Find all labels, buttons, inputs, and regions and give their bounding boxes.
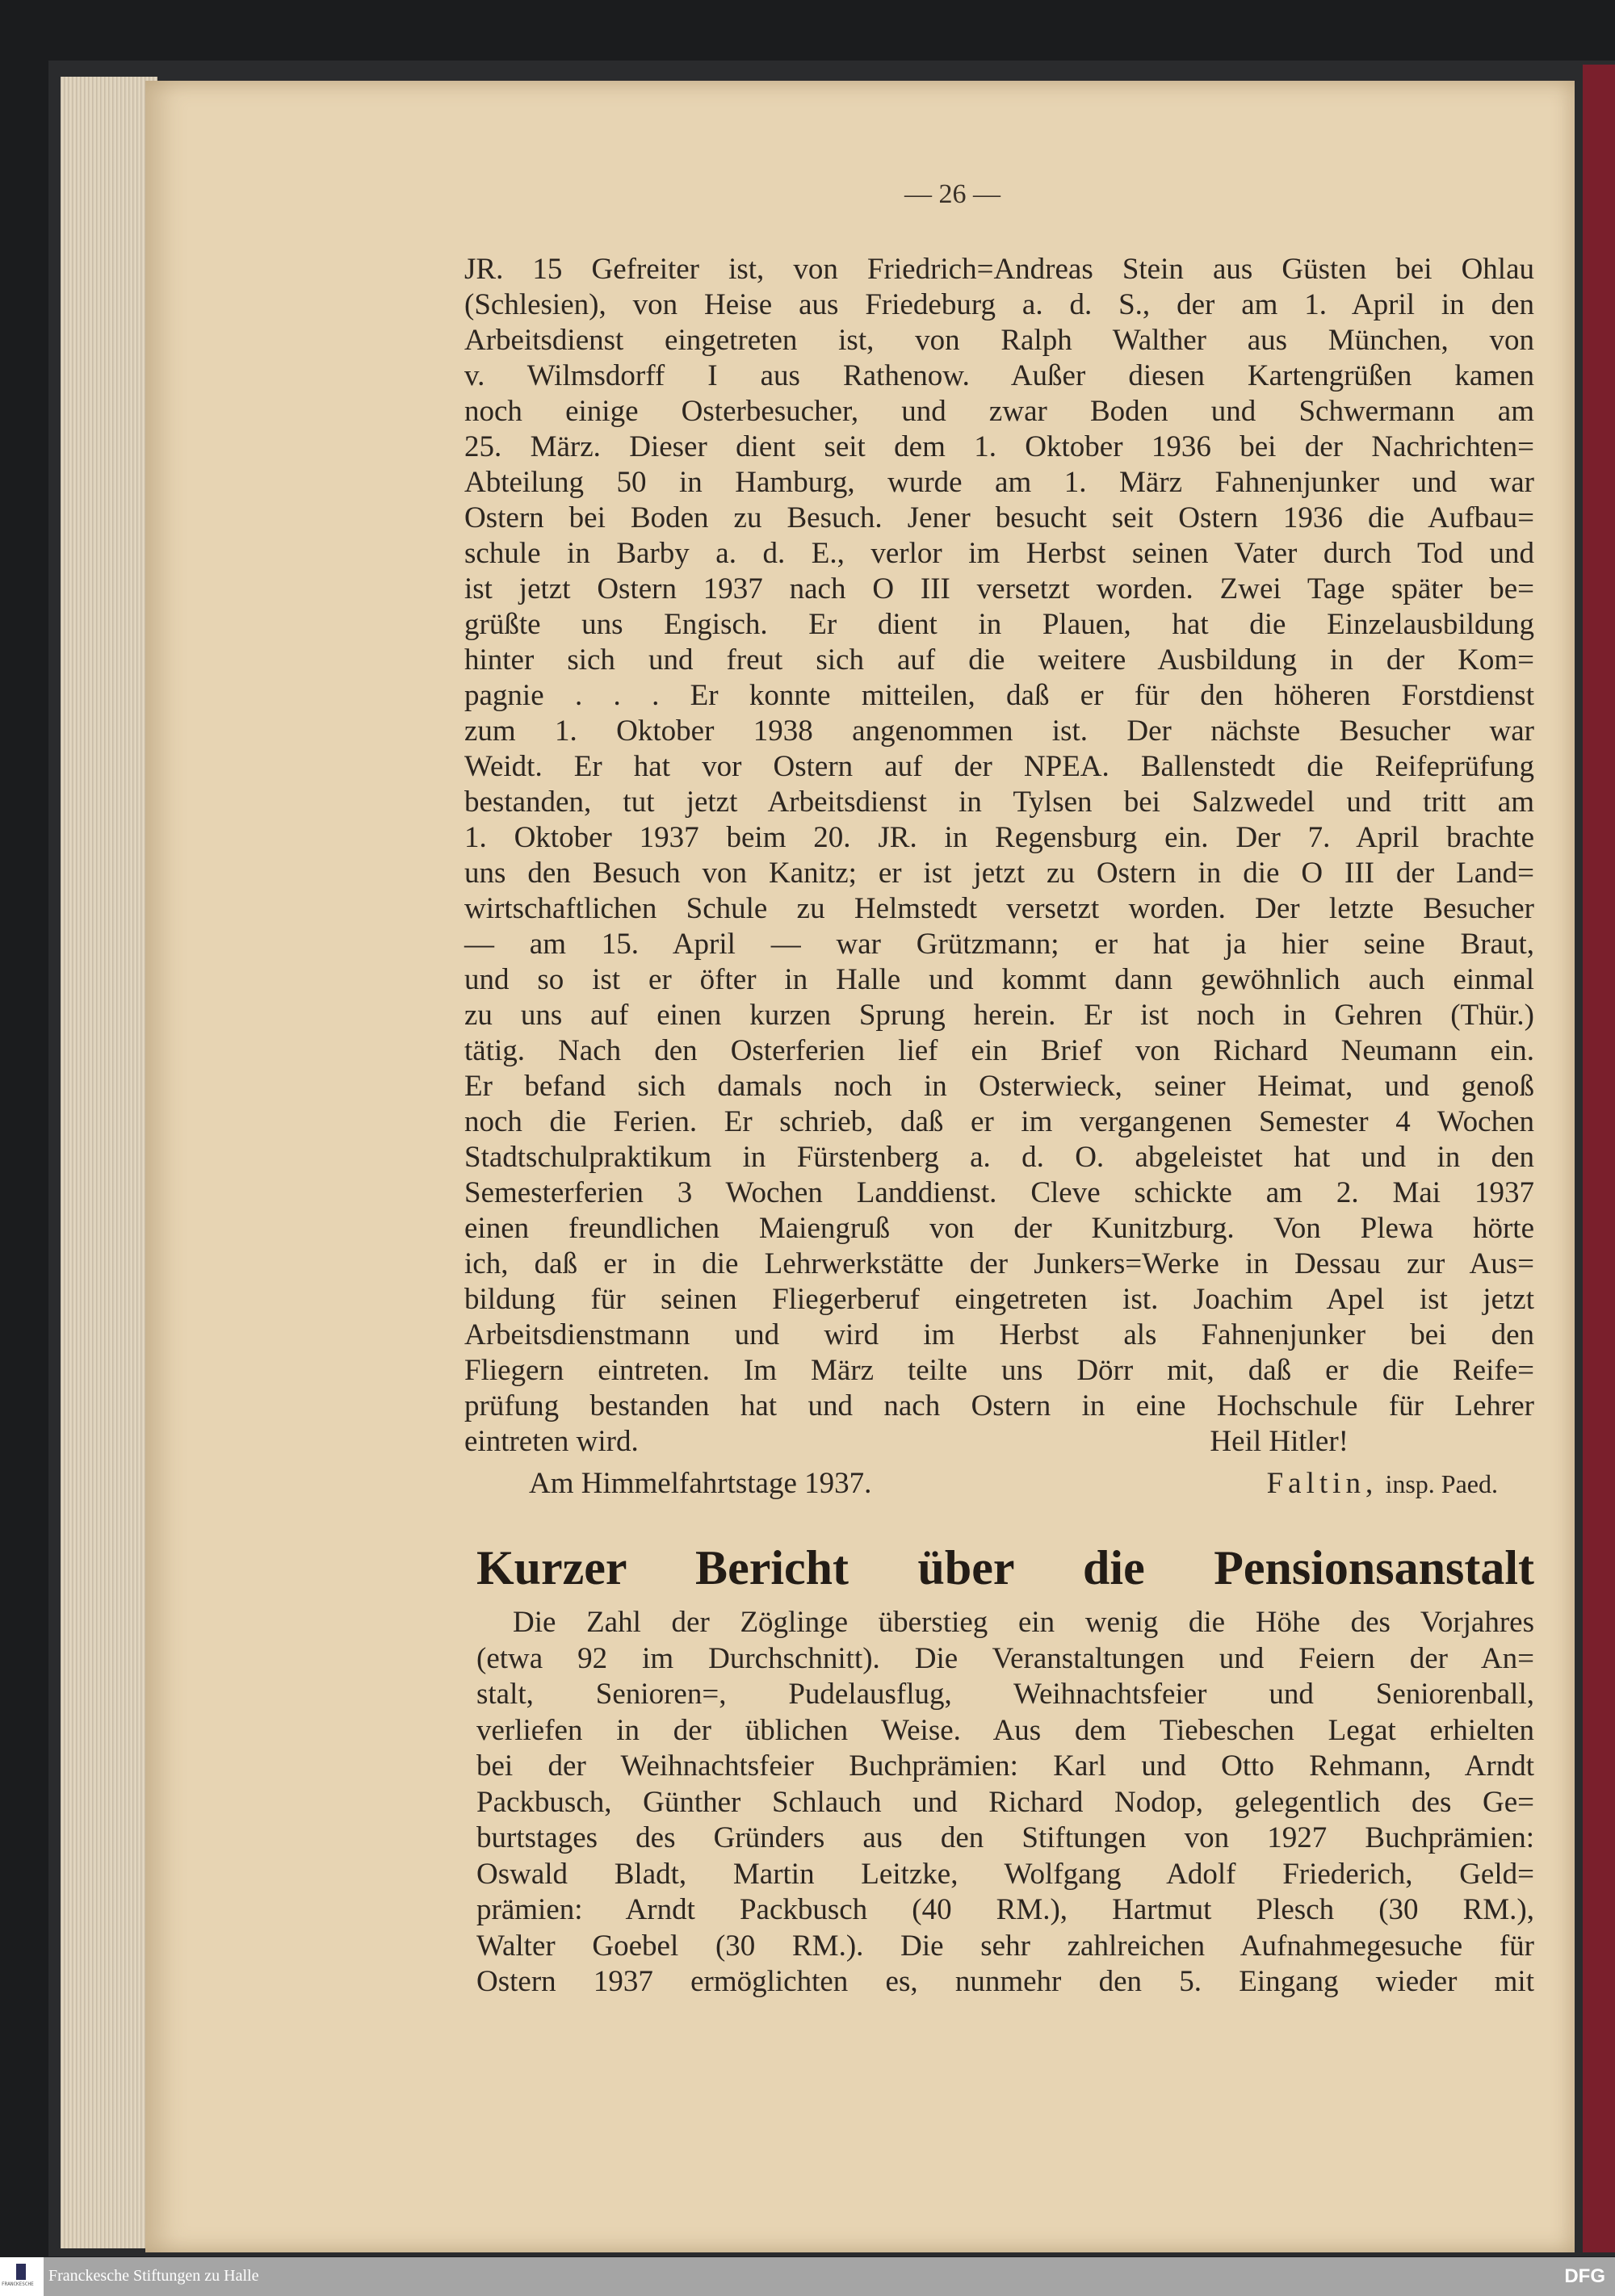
- text-line: bestanden, tut jetzt Arbeitsdienst in Tylsen bei Salzwedel und tritt am: [464, 786, 1534, 819]
- page-number: — 26 —: [904, 179, 1000, 209]
- text-line: Semesterferien 3 Wochen Landdienst. Cleve schickte am 2. Mai 1937: [464, 1176, 1534, 1209]
- section-heading: Kurzer Bericht über die Pensionsanstalt: [476, 1541, 1534, 1594]
- text-line: (etwa 92 im Durchschnitt). Die Veranstaltungen und Feiern der An=: [476, 1641, 1534, 1675]
- text-line: (Schlesien), von Heise aus Friedeburg a. d. S., der am 1. April in den: [464, 288, 1534, 321]
- dfg-logo[interactable]: DFG: [1564, 2265, 1605, 2287]
- signature: [1267, 1466, 1498, 1502]
- footer-bar: [0, 2257, 1615, 2296]
- text-line: Abteilung 50 in Hamburg, wurde am 1. März Fahnenjunker und war: [464, 466, 1534, 499]
- logo-figure-icon: [16, 2264, 26, 2280]
- text-line: Fliegern eintreten. Im März teilte uns Dörr mit, daß er die Reife=: [464, 1354, 1534, 1387]
- institution-name[interactable]: Franckesche Stiftungen zu Halle: [48, 2267, 259, 2285]
- book-spine: [1583, 65, 1615, 2252]
- paragraph-1-last-line: [464, 1424, 1534, 1460]
- text-line: zum 1. Oktober 1938 angenommen ist. Der nächste Besucher war: [464, 714, 1534, 748]
- text-line: JR. 15 Gefreiter ist, von Friedrich=Andreas Stein aus Güsten bei Ohlau: [464, 253, 1534, 286]
- text-line: 25. März. Dieser dient seit dem 1. Oktober 1936 bei der Nachrichten=: [464, 430, 1534, 463]
- text-line: noch einige Osterbesucher, und zwar Boden und Schwermann am: [464, 395, 1534, 428]
- text-line: 1. Oktober 1937 beim 20. JR. in Regensburg ein. Der 7. April brachte: [464, 821, 1534, 854]
- institution-logo[interactable]: [0, 2257, 44, 2296]
- text-line: — am 15. April — war Grützmann; er hat ja hier seine Braut,: [464, 928, 1534, 961]
- paragraph-1: [464, 252, 1534, 1460]
- text-line: hinter sich und freut sich auf die weitere Ausbildung in der Kom=: [464, 643, 1534, 677]
- text-line: Arbeitsdienstmann und wird im Herbst als Fahnenjunker bei den: [464, 1318, 1534, 1351]
- text-line: zu uns auf einen kurzen Sprung herein. Er ist noch in Gehren (Thür.): [464, 999, 1534, 1032]
- signature-title: insp. Paed.: [1385, 1469, 1498, 1498]
- text-line: stalt, Senioren=, Pudelausflug, Weihnachtsfeier und Seniorenball,: [476, 1678, 1534, 1711]
- text-line: tätig. Nach den Osterferien lief ein Brief von Richard Neumann ein.: [464, 1034, 1534, 1067]
- text-line: prüfung bestanden hat und nach Ostern in eine Hochschule für Lehrer: [464, 1389, 1534, 1422]
- text-line: und so ist er öfter in Halle und kommt dann gewöhnlich auch einmal: [464, 963, 1534, 996]
- text-line: eintreten wird.: [464, 1425, 639, 1458]
- text-line: wirtschaftlichen Schule zu Helmstedt versetzt worden. Der letzte Besucher: [464, 892, 1534, 925]
- text-line: verliefen in der üblichen Weise. Aus dem Tiebeschen Legat erhielten: [476, 1713, 1534, 1747]
- text-line: burtstages des Gründers aus den Stiftungen von 1927 Buchprämien:: [476, 1821, 1534, 1854]
- text-line: uns den Besuch von Kanitz; er ist jetzt zu Ostern in die O III der Land=: [464, 857, 1534, 890]
- text-line: bildung für seinen Fliegerberuf eingetreten ist. Joachim Apel ist jetzt: [464, 1283, 1534, 1316]
- signature-line: [529, 1466, 1498, 1502]
- text-line: Oswald Bladt, Martin Leitzke, Wolfgang Adolf Friederich, Geld=: [476, 1857, 1534, 1891]
- text-line: Weidt. Er hat vor Ostern auf der NPEA. Ballenstedt die Reifeprüfung: [464, 750, 1534, 783]
- text-line: ist jetzt Ostern 1937 nach O III versetzt worden. Zwei Tage später be=: [464, 572, 1534, 605]
- page-edges: [61, 77, 157, 2248]
- text-line: noch die Ferien. Er schrieb, daß er im vergangenen Semester 4 Wochen: [464, 1105, 1534, 1138]
- greeting: Heil Hitler!: [1210, 1425, 1349, 1458]
- signature-name: Faltin,: [1266, 1467, 1378, 1500]
- text-line: bei der Weihnachtsfeier Buchprämien: Karl und Otto Rehmann, Arndt: [476, 1749, 1534, 1783]
- text-line: pagnie . . . Er konnte mitteilen, daß er für den höheren Forstdienst: [464, 679, 1534, 712]
- date-line: Am Himmelfahrtstage 1937.: [529, 1467, 872, 1500]
- paragraph-2: [476, 1605, 1534, 2001]
- text-line: Die Zahl der Zöglinge überstieg ein wenig die Höhe des Vorjahres: [513, 1606, 1534, 1639]
- text-line: Packbusch, Günther Schlauch und Richard Nodop, gelegentlich des Ge=: [476, 1785, 1534, 1819]
- logo-caption: FRANCKESCHE: [2, 2281, 34, 2287]
- text-line: Arbeitsdienst eingetreten ist, von Ralph Walther aus München, von: [464, 324, 1534, 357]
- text-line: Stadtschulpraktikum in Fürstenberg a. d. O. abgeleistet hat und in den: [464, 1141, 1534, 1174]
- text-line: prämien: Arndt Packbusch (40 RM.), Hartmut Plesch (30 RM.),: [476, 1893, 1534, 1926]
- text-line: einen freundlichen Maiengruß von der Kunitzburg. Von Plewa hörte: [464, 1212, 1534, 1245]
- text-line: Ostern 1937 ermöglichten es, nunmehr den 5. Eingang wieder mit: [476, 1965, 1534, 1998]
- text-line: Er befand sich damals noch in Osterwieck, seiner Heimat, und genoß: [464, 1070, 1534, 1103]
- text-line: ich, daß er in die Lehrwerkstätte der Junkers=Werke in Dessau zur Aus=: [464, 1247, 1534, 1280]
- text-line: Walter Goebel (30 RM.). Die sehr zahlreichen Aufnahmegesuche für: [476, 1929, 1534, 1963]
- text-line: v. Wilmsdorff I aus Rathenow. Außer diesen Kartengrüßen kamen: [464, 359, 1534, 392]
- text-line: Ostern bei Boden zu Besuch. Jener besucht seit Ostern 1936 die Aufbau=: [464, 501, 1534, 534]
- page-content: [464, 252, 1534, 2001]
- text-line: schule in Barby a. d. E., verlor im Herbst seinen Vater durch Tod und: [464, 537, 1534, 570]
- text-line: grüßte uns Engisch. Er dient in Plauen, hat die Einzelausbildung: [464, 608, 1534, 641]
